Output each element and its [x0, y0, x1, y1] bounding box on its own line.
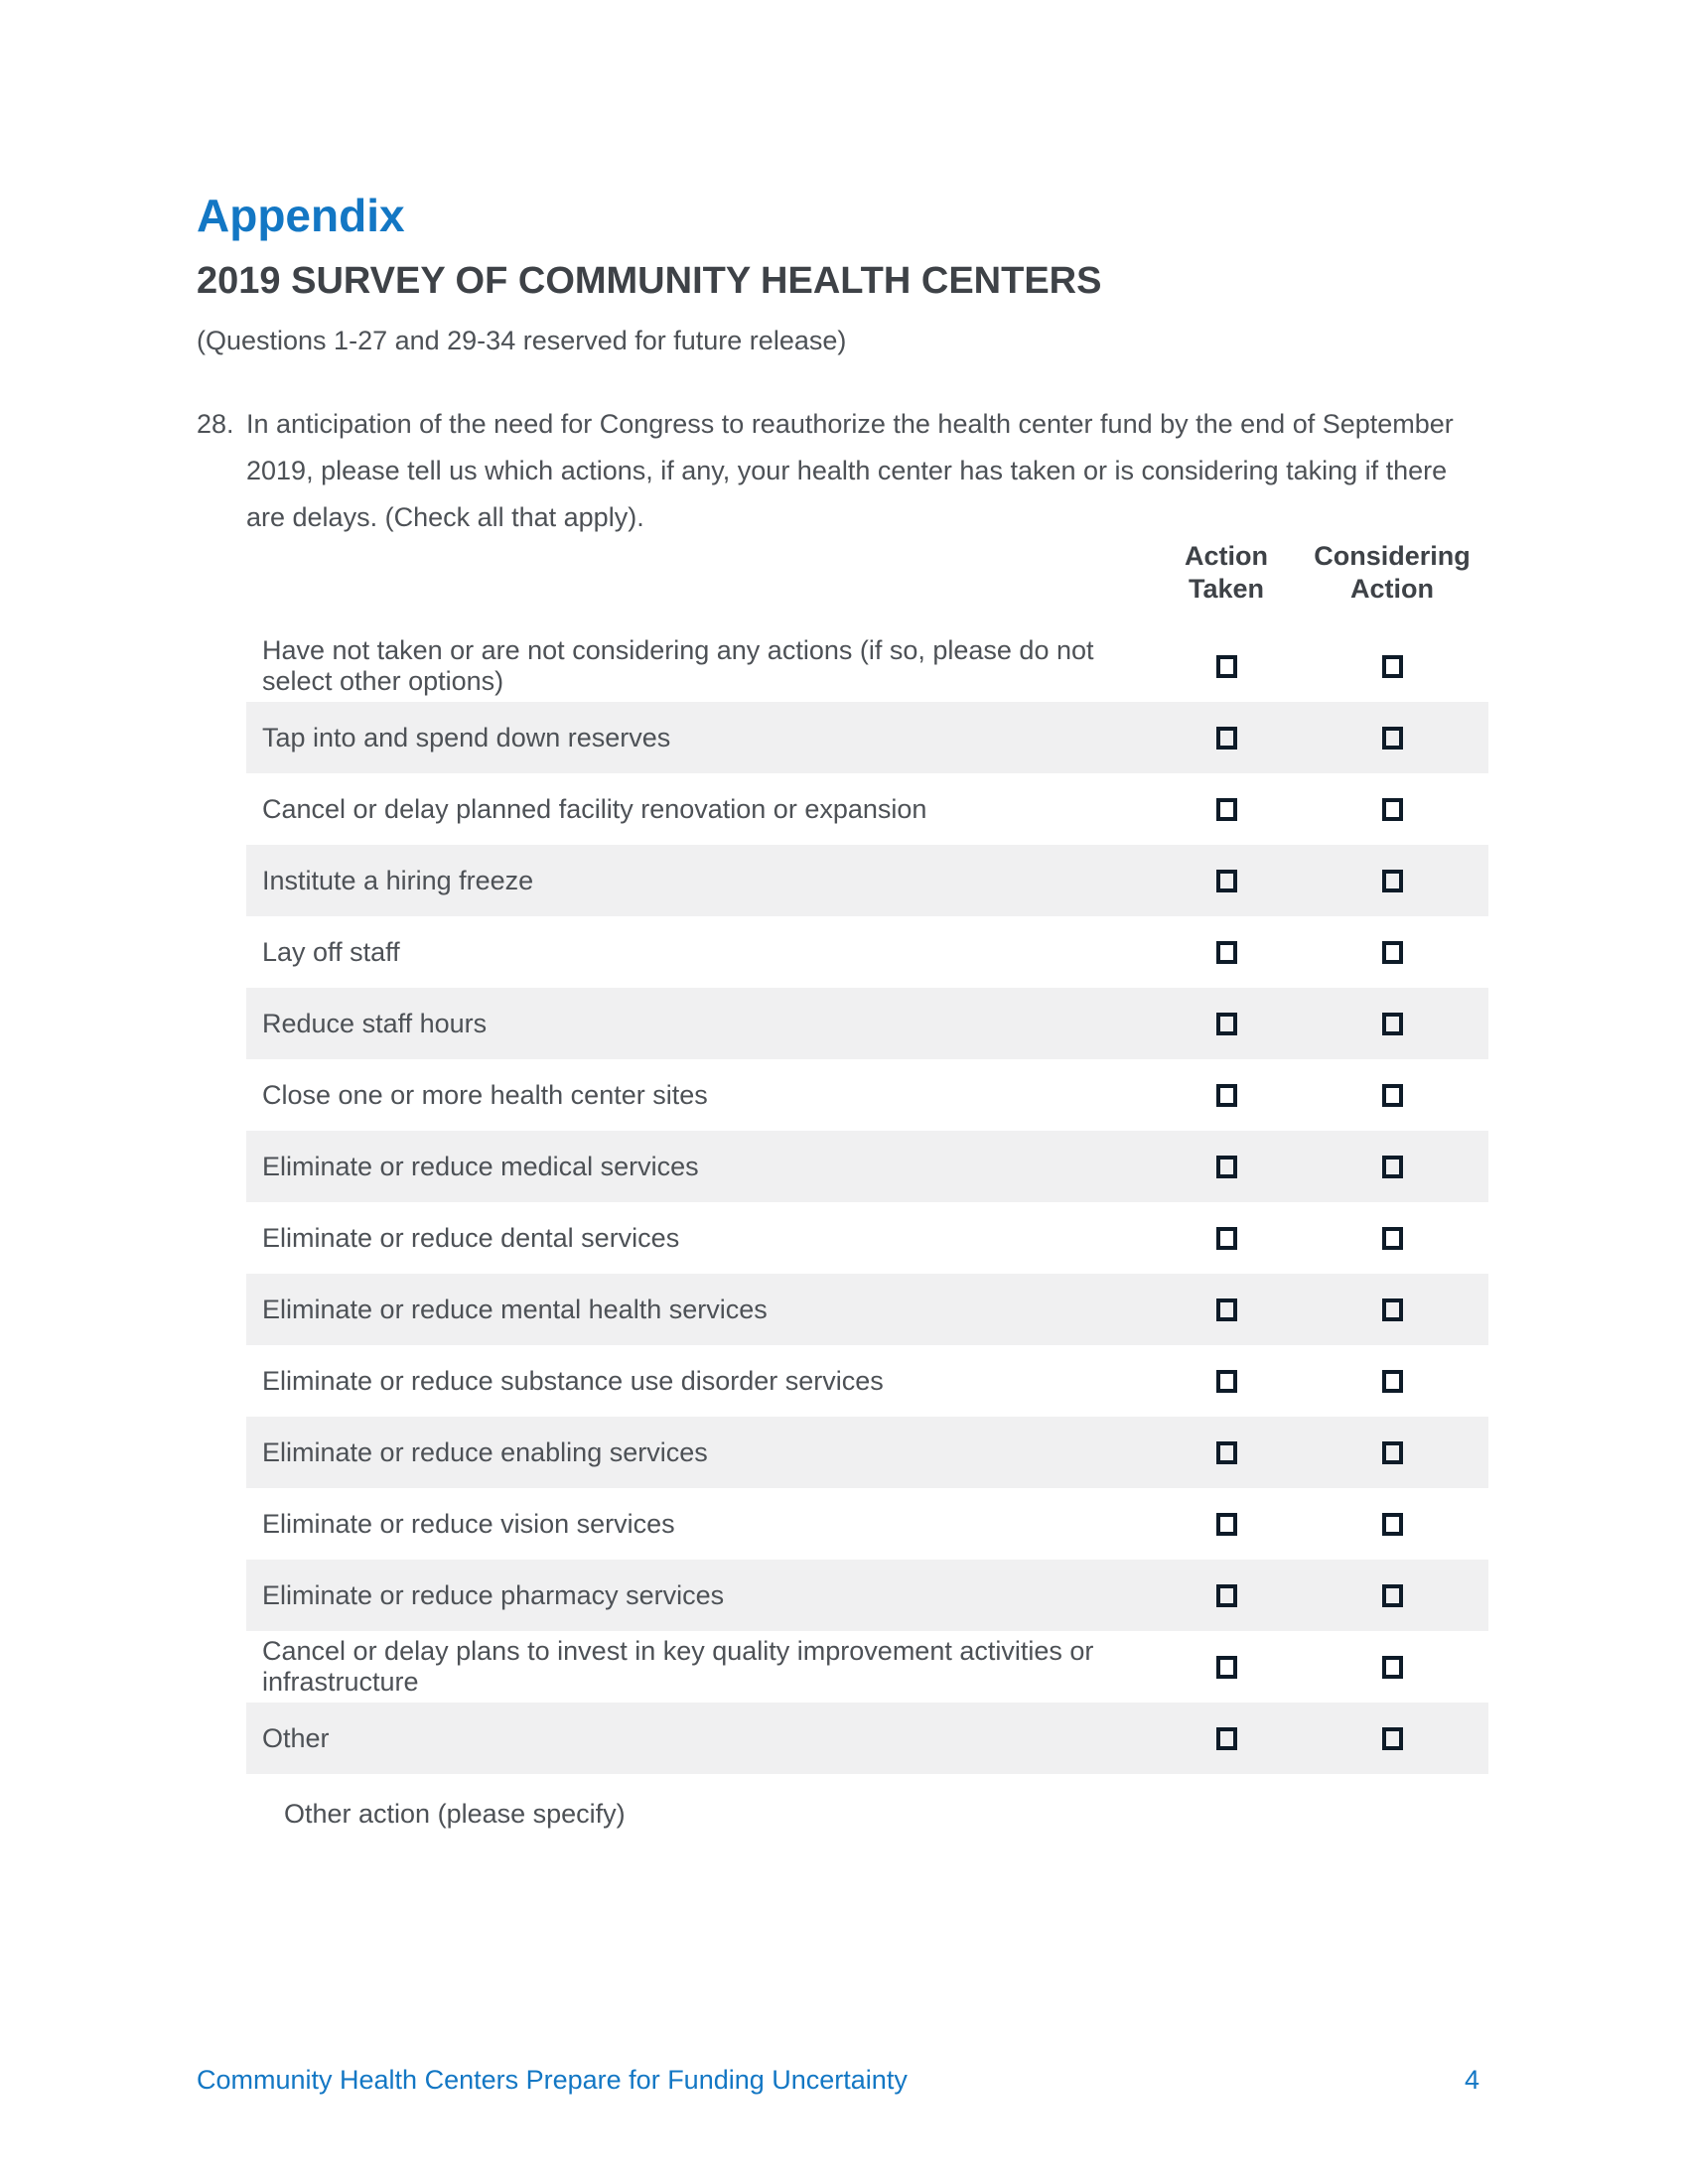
action-taken-cell: [1157, 1727, 1296, 1750]
table-row: [246, 1131, 1488, 1202]
checkbox-action-taken[interactable]: [1216, 1441, 1237, 1464]
question-text: In anticipation of the need for Congress to reauthorize the health center fund by the end of September 2019, please tell us which actions, if any, your health center has taken or is considering taking if there are delays. (Check all that apply).: [246, 409, 1454, 532]
checkbox-action-taken[interactable]: [1216, 727, 1237, 750]
row-label: Close one or more health center sites: [262, 1079, 708, 1110]
checkbox-action-taken[interactable]: [1216, 941, 1237, 964]
row-label: Eliminate or reduce vision services: [262, 1508, 675, 1539]
table-row: [246, 630, 1488, 702]
checkbox-considering-action[interactable]: [1382, 1227, 1403, 1250]
considering-action-cell: [1296, 870, 1488, 892]
row-label: Other: [262, 1722, 330, 1753]
considering-action-cell: [1296, 727, 1488, 750]
question-28: [197, 401, 1458, 541]
considering-action-cell: [1296, 1370, 1488, 1393]
table-row: [246, 1560, 1488, 1631]
footer-document-title: Community Health Centers Prepare for Funding Uncertainty: [197, 2065, 908, 2095]
checkbox-action-taken[interactable]: [1216, 1656, 1237, 1679]
table-row: [246, 1631, 1488, 1703]
action-taken-cell: [1157, 1227, 1296, 1250]
checkbox-considering-action[interactable]: [1382, 1584, 1403, 1607]
table-row: [246, 916, 1488, 988]
checkbox-considering-action[interactable]: [1382, 727, 1403, 750]
considering-action-cell: [1296, 798, 1488, 821]
table-row: [246, 1274, 1488, 1345]
table-row: [246, 988, 1488, 1059]
considering-action-cell: [1296, 1656, 1488, 1679]
row-label: Tap into and spend down reserves: [262, 722, 671, 752]
checkbox-considering-action[interactable]: [1382, 1441, 1403, 1464]
table-header: [246, 540, 1488, 606]
row-label: Eliminate or reduce enabling services: [262, 1436, 708, 1467]
considering-action-cell: [1296, 1727, 1488, 1750]
checkbox-action-taken[interactable]: [1216, 1370, 1237, 1393]
table-row: [246, 1345, 1488, 1417]
checkbox-considering-action[interactable]: [1382, 941, 1403, 964]
considering-action-cell: [1296, 1156, 1488, 1178]
action-taken-cell: [1157, 1298, 1296, 1321]
row-label: Cancel or delay planned facility renovation or expansion: [262, 793, 927, 824]
column-header-considering-action: Considering Action: [1314, 541, 1471, 604]
checkbox-action-taken[interactable]: [1216, 1156, 1237, 1178]
survey-table: [246, 540, 1488, 1774]
page-title: Appendix: [197, 190, 405, 241]
checkbox-action-taken[interactable]: [1216, 655, 1237, 678]
action-taken-cell: [1157, 655, 1296, 678]
row-label: Eliminate or reduce mental health services: [262, 1294, 768, 1324]
row-label: Lay off staff: [262, 936, 400, 967]
action-taken-cell: [1157, 1441, 1296, 1464]
row-label: Eliminate or reduce dental services: [262, 1222, 680, 1253]
considering-action-cell: [1296, 1298, 1488, 1321]
considering-action-cell: [1296, 655, 1488, 678]
considering-action-cell: [1296, 1227, 1488, 1250]
action-taken-cell: [1157, 941, 1296, 964]
checkbox-action-taken[interactable]: [1216, 1084, 1237, 1107]
table-body: [246, 630, 1488, 1774]
checkbox-considering-action[interactable]: [1382, 1370, 1403, 1393]
checkbox-considering-action[interactable]: [1382, 1298, 1403, 1321]
row-label: Reduce staff hours: [262, 1008, 488, 1038]
header-spacer: [246, 540, 1157, 606]
action-taken-cell: [1157, 798, 1296, 821]
action-taken-cell: [1157, 1013, 1296, 1035]
considering-action-cell: [1296, 1013, 1488, 1035]
row-label: Eliminate or reduce substance use disorder services: [262, 1365, 884, 1396]
row-label: Institute a hiring freeze: [262, 865, 534, 895]
checkbox-action-taken[interactable]: [1216, 1227, 1237, 1250]
checkbox-action-taken[interactable]: [1216, 1013, 1237, 1035]
checkbox-considering-action[interactable]: [1382, 1513, 1403, 1536]
checkbox-considering-action[interactable]: [1382, 798, 1403, 821]
reserved-questions-note: (Questions 1-27 and 29-34 reserved for future release): [197, 326, 847, 355]
action-taken-cell: [1157, 1370, 1296, 1393]
checkbox-considering-action[interactable]: [1382, 1084, 1403, 1107]
table-row: [246, 1488, 1488, 1560]
table-row: [246, 1703, 1488, 1774]
action-taken-cell: [1157, 1584, 1296, 1607]
considering-action-cell: [1296, 1513, 1488, 1536]
checkbox-action-taken[interactable]: [1216, 1727, 1237, 1750]
table-row: [246, 773, 1488, 845]
row-label: Cancel or delay plans to invest in key quality improvement activities or infrastructure: [262, 1636, 1094, 1697]
action-taken-cell: [1157, 1656, 1296, 1679]
row-label: Have not taken or are not considering any actions (if so, please do not select other options): [262, 635, 1094, 696]
checkbox-action-taken[interactable]: [1216, 1584, 1237, 1607]
action-taken-cell: [1157, 1084, 1296, 1107]
table-row: [246, 1059, 1488, 1131]
checkbox-action-taken[interactable]: [1216, 798, 1237, 821]
checkbox-considering-action[interactable]: [1382, 1727, 1403, 1750]
table-row: [246, 1417, 1488, 1488]
checkbox-action-taken[interactable]: [1216, 1298, 1237, 1321]
action-taken-cell: [1157, 727, 1296, 750]
checkbox-action-taken[interactable]: [1216, 1513, 1237, 1536]
question-number: 28.: [197, 409, 234, 439]
row-label: Eliminate or reduce pharmacy services: [262, 1579, 725, 1610]
considering-action-cell: [1296, 941, 1488, 964]
considering-action-cell: [1296, 1084, 1488, 1107]
table-row: [246, 1202, 1488, 1274]
checkbox-considering-action[interactable]: [1382, 1013, 1403, 1035]
other-action-specify-label: Other action (please specify): [284, 1799, 626, 1829]
action-taken-cell: [1157, 870, 1296, 892]
column-header-action-taken: Action Taken: [1185, 541, 1268, 604]
table-row: [246, 845, 1488, 916]
checkbox-considering-action[interactable]: [1382, 870, 1403, 892]
survey-title: 2019 SURVEY OF COMMUNITY HEALTH CENTERS: [197, 260, 1102, 302]
checkbox-considering-action[interactable]: [1382, 1156, 1403, 1178]
checkbox-action-taken[interactable]: [1216, 870, 1237, 892]
row-label: Eliminate or reduce medical services: [262, 1151, 699, 1181]
considering-action-cell: [1296, 1441, 1488, 1464]
checkbox-considering-action[interactable]: [1382, 655, 1403, 678]
action-taken-cell: [1157, 1156, 1296, 1178]
considering-action-cell: [1296, 1584, 1488, 1607]
checkbox-considering-action[interactable]: [1382, 1656, 1403, 1679]
action-taken-cell: [1157, 1513, 1296, 1536]
footer-page-number: 4: [1464, 2065, 1479, 2095]
table-row: [246, 702, 1488, 773]
